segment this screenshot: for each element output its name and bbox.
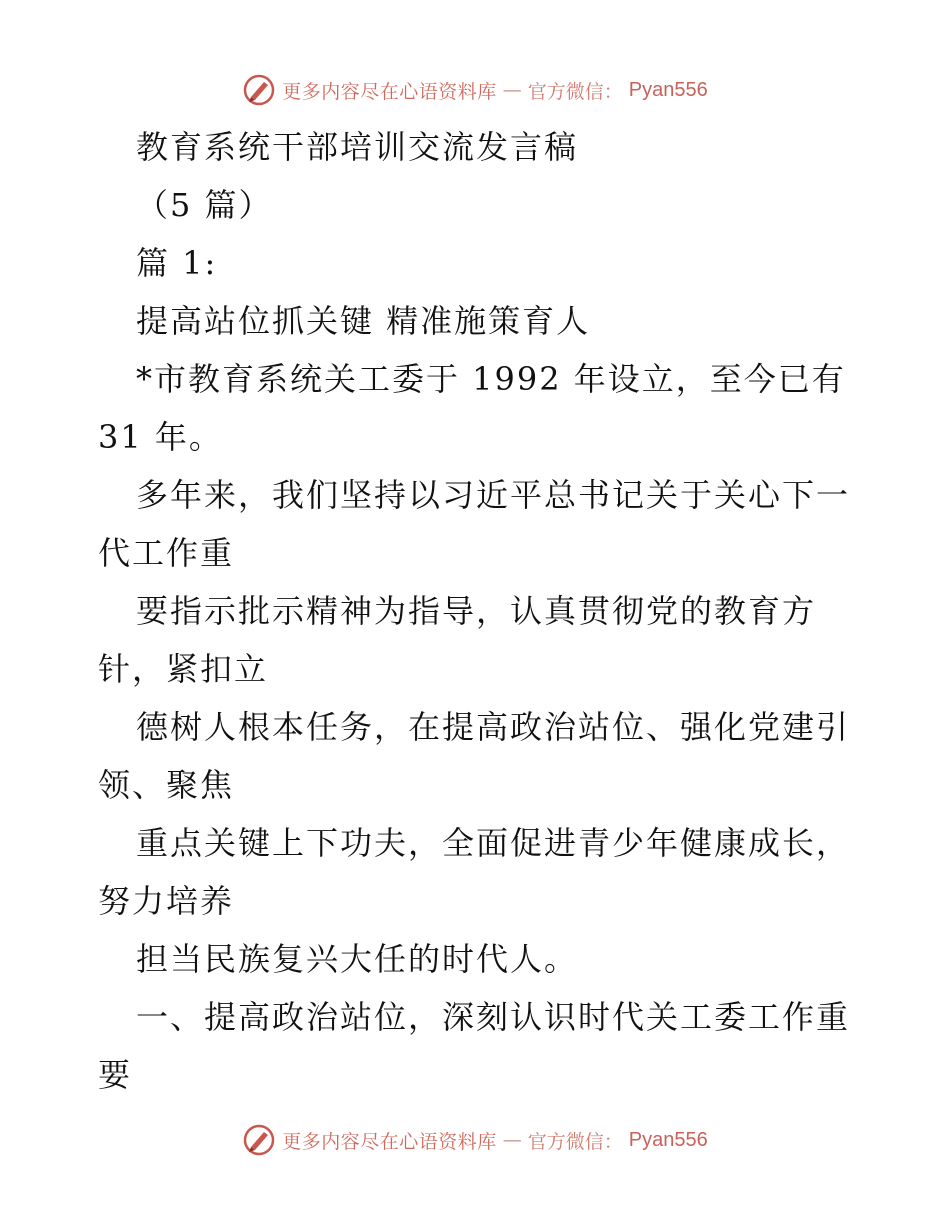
paragraph-line: 31 年。 — [98, 418, 223, 456]
paragraph-line: 针，紧扣立 — [98, 650, 269, 688]
header-wechat-id: Pyan556 — [628, 78, 708, 101]
footer-site-text: 更多内容尽在心语资料库 — [282, 1130, 497, 1153]
header-dash: — — [502, 79, 522, 101]
section-label: 篇 1: — [136, 244, 218, 282]
paragraph-line: 要 — [98, 1056, 133, 1094]
footer-wechat-id: Pyan556 — [628, 1128, 708, 1151]
paragraph-line: 努力培养 — [98, 882, 235, 920]
pen-logo-icon — [242, 73, 276, 107]
section-heading: 提高站位抓关键 精准施策育人 — [136, 302, 591, 340]
footer-banner — [0, 1120, 950, 1160]
paragraph-line: 要指示批示精神为指导，认真贯彻党的教育方 — [136, 592, 817, 630]
paragraph-line: 担当民族复兴大任的时代人。 — [136, 940, 579, 978]
paragraph-line: 德树人根本任务，在提高政治站位、强化党建引 — [136, 708, 851, 746]
footer-wechat-label: 官方微信： — [527, 1130, 623, 1153]
document-subtitle: （5 篇） — [136, 186, 273, 224]
paragraph-line: 领、聚焦 — [98, 766, 235, 804]
paragraph-line: 一、提高政治站位，深刻认识时代关工委工作重 — [136, 998, 851, 1036]
header-wechat-label: 官方微信： — [527, 80, 623, 103]
paragraph-line: 代工作重 — [98, 534, 235, 572]
header-banner — [0, 70, 950, 110]
header-site-text: 更多内容尽在心语资料库 — [282, 80, 497, 103]
document-title: 教育系统干部培训交流发言稿 — [136, 128, 579, 166]
paragraph-line: 重点关键上下功夫，全面促进青少年健康成长， — [136, 824, 851, 862]
footer-dash: — — [502, 1129, 522, 1151]
pen-logo-icon — [242, 1123, 276, 1157]
document-body — [98, 118, 858, 1104]
paragraph-line: *市教育系统关工委于 1992 年设立，至今已有 — [136, 360, 846, 398]
paragraph-line: 多年来，我们坚持以习近平总书记关于关心下一 — [136, 476, 851, 514]
